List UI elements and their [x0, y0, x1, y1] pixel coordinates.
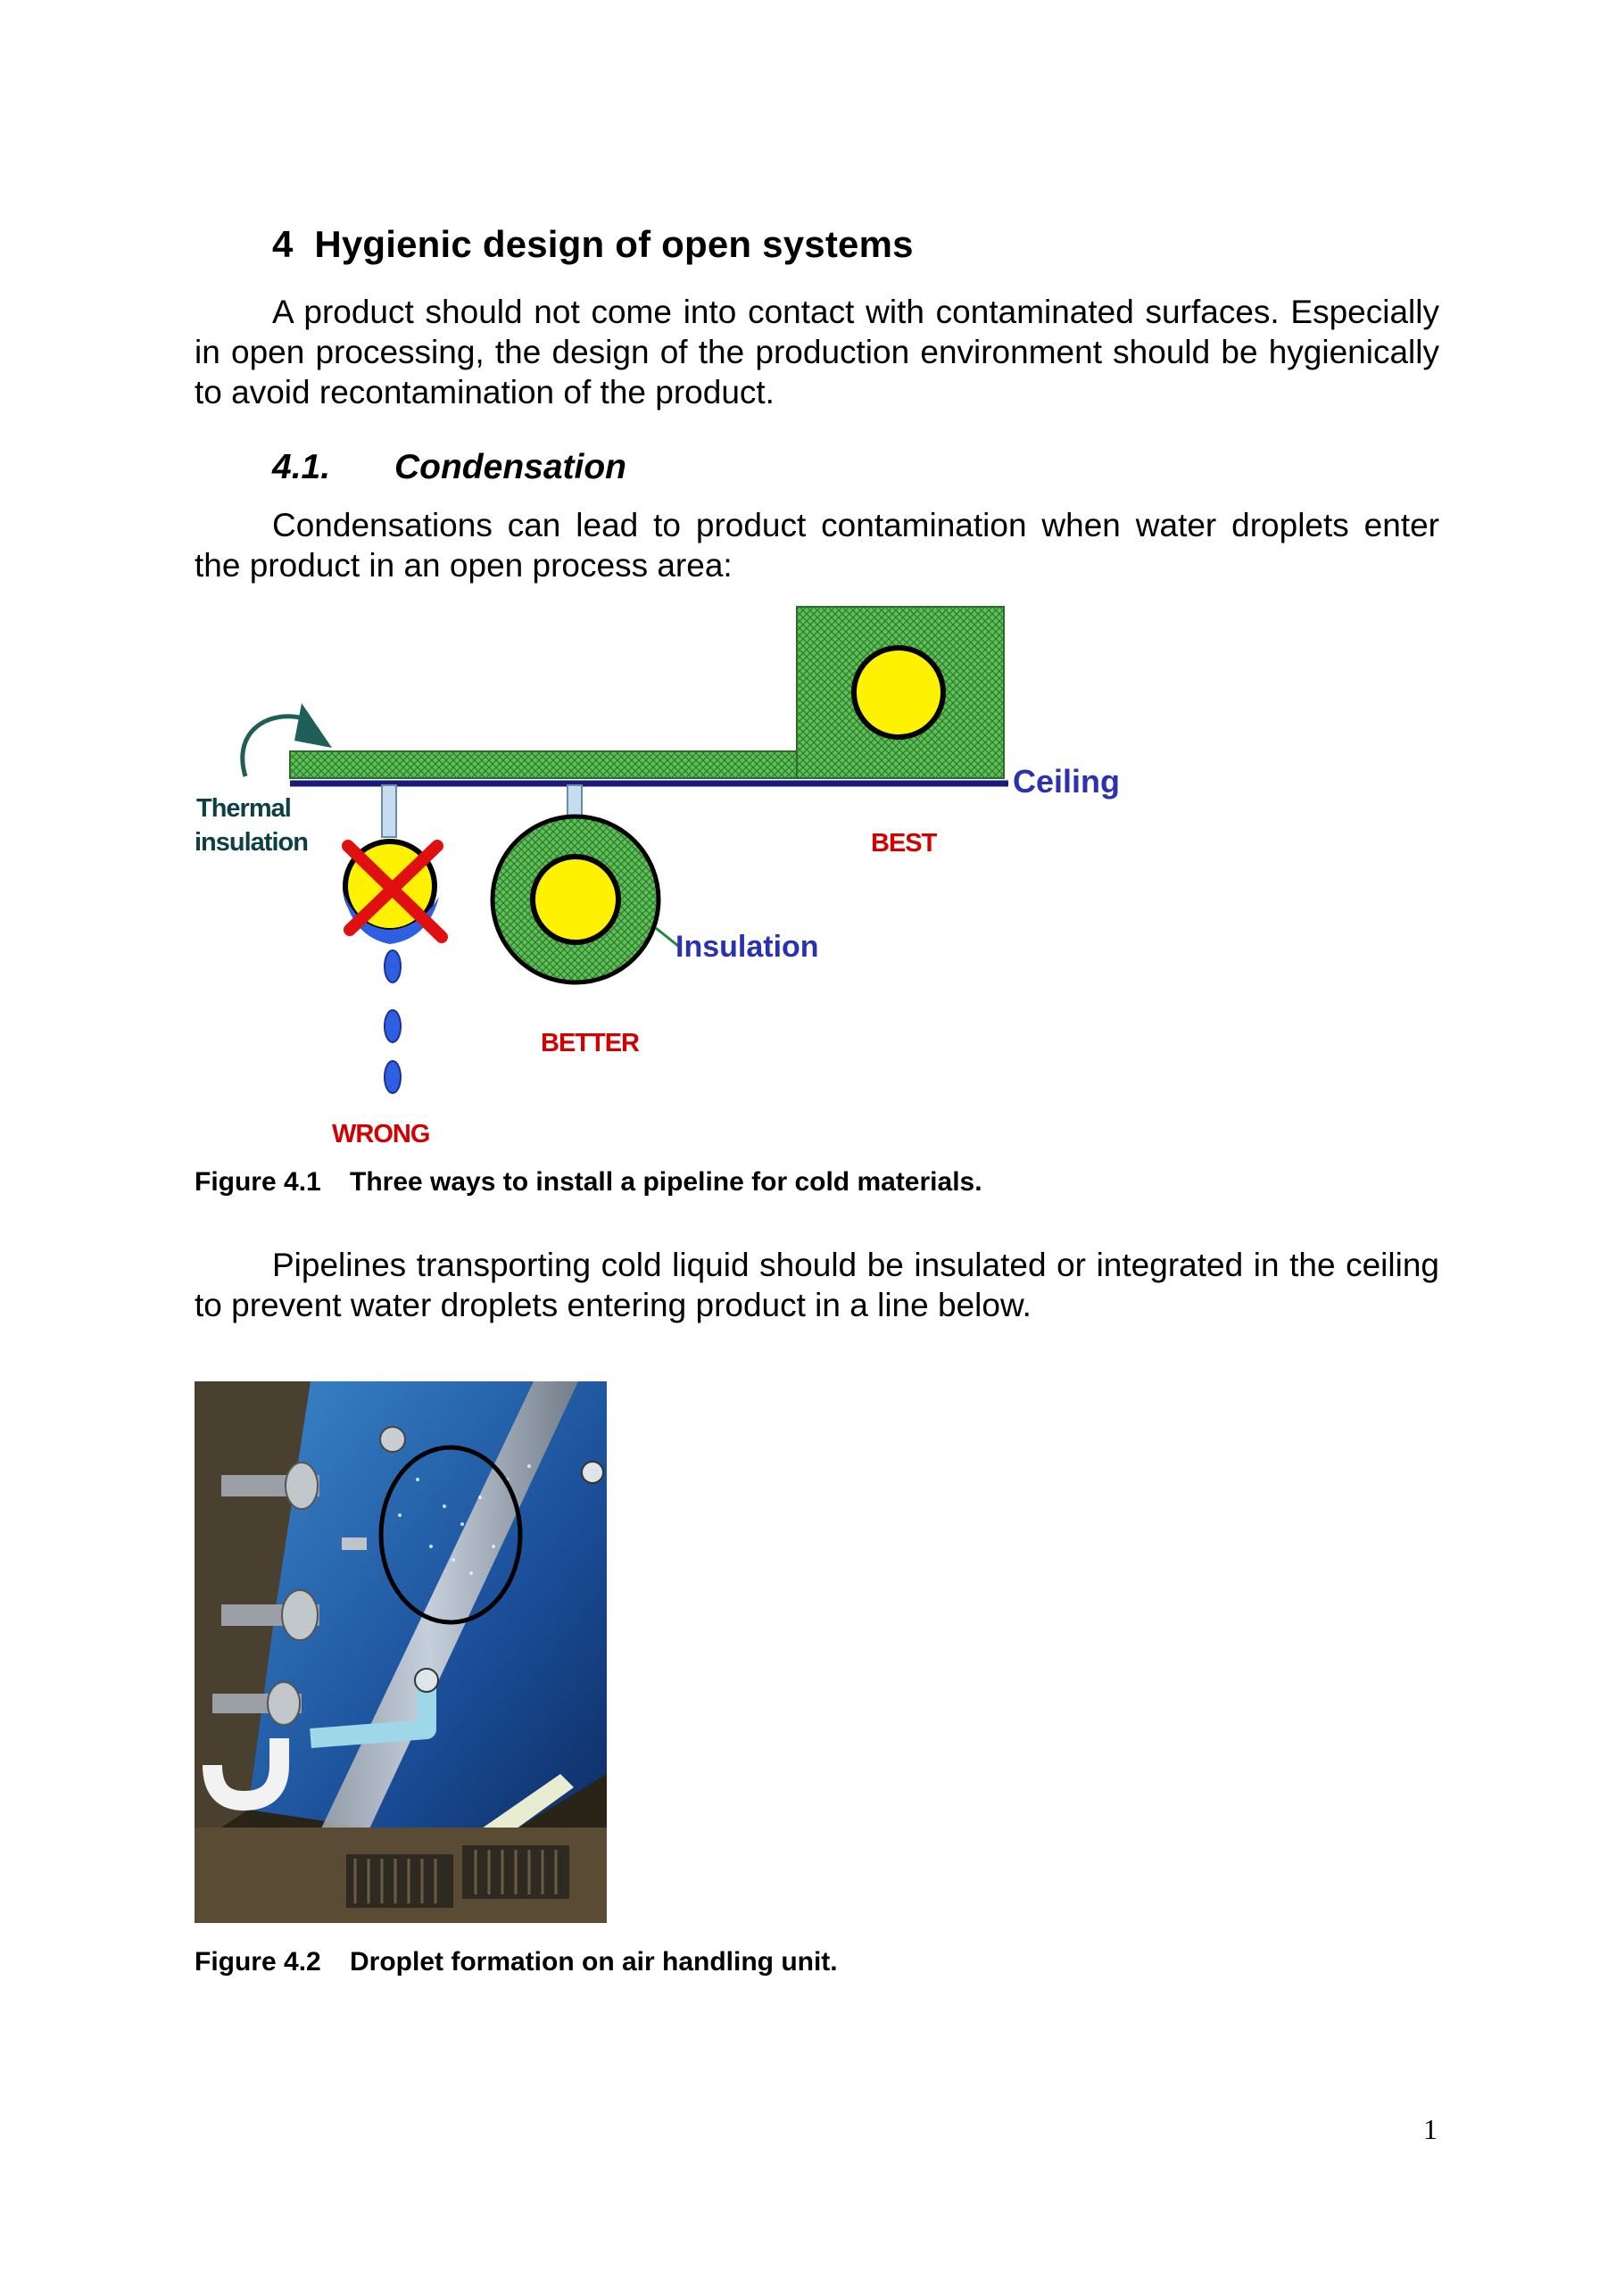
figure-4-2-caption: [195, 1947, 838, 1977]
arrow-head-icon: [294, 703, 332, 748]
figure-4-2-number: Figure 4.2: [195, 1947, 321, 1977]
best-label: BEST: [871, 829, 937, 858]
section-number: 4: [272, 223, 294, 265]
wrong-hanger: [382, 785, 396, 837]
wrong-label: WRONG: [332, 1120, 430, 1148]
ceiling-label: Ceiling: [1013, 763, 1121, 800]
figure-4-1-number: Figure 4.1: [195, 1167, 321, 1197]
thermal-label-line2: insulation: [195, 828, 308, 857]
air-handling-unit-illustration: [195, 1381, 607, 1923]
figure-4-2-text: Droplet formation on air handling unit.: [350, 1947, 838, 1977]
intro-paragraph: A product should not come into contact with contaminated surfaces. Especially in open processing, the design of the production environment should be hygienically to avoid recontamination of the product.: [195, 294, 1439, 410]
thermal-insulation-strip: [290, 751, 797, 778]
droplet: [385, 1061, 401, 1093]
best-pipe: [854, 648, 943, 737]
subsection-number: 4.1.: [272, 448, 331, 486]
section-title: Hygienic design of open systems: [314, 223, 914, 265]
droplet: [385, 1010, 401, 1042]
better-label: BETTER: [541, 1029, 639, 1057]
page-number: 1: [1423, 2113, 1438, 2145]
better-hanger: [568, 785, 582, 816]
insulation-label: Insulation: [675, 930, 819, 964]
pipelines-paragraph: Pipelines transporting cold liquid should be insulated or integrated in the ceiling to prevent water droplets entering product in a line below.: [195, 1247, 1439, 1323]
subsection-title: Condensation: [394, 448, 626, 486]
condensation-paragraph: Condensations can lead to product contamination when water droplets enter the product in an open process area:: [195, 507, 1439, 584]
better-pipe: [533, 857, 618, 942]
droplet: [385, 950, 401, 982]
figure-4-2-photo: [195, 1381, 607, 1923]
figure-4-1-caption: [195, 1167, 982, 1198]
thermal-label-line1: Thermal: [196, 794, 291, 823]
figure-4-1-text: Three ways to install a pipeline for cold materials.: [350, 1167, 982, 1197]
